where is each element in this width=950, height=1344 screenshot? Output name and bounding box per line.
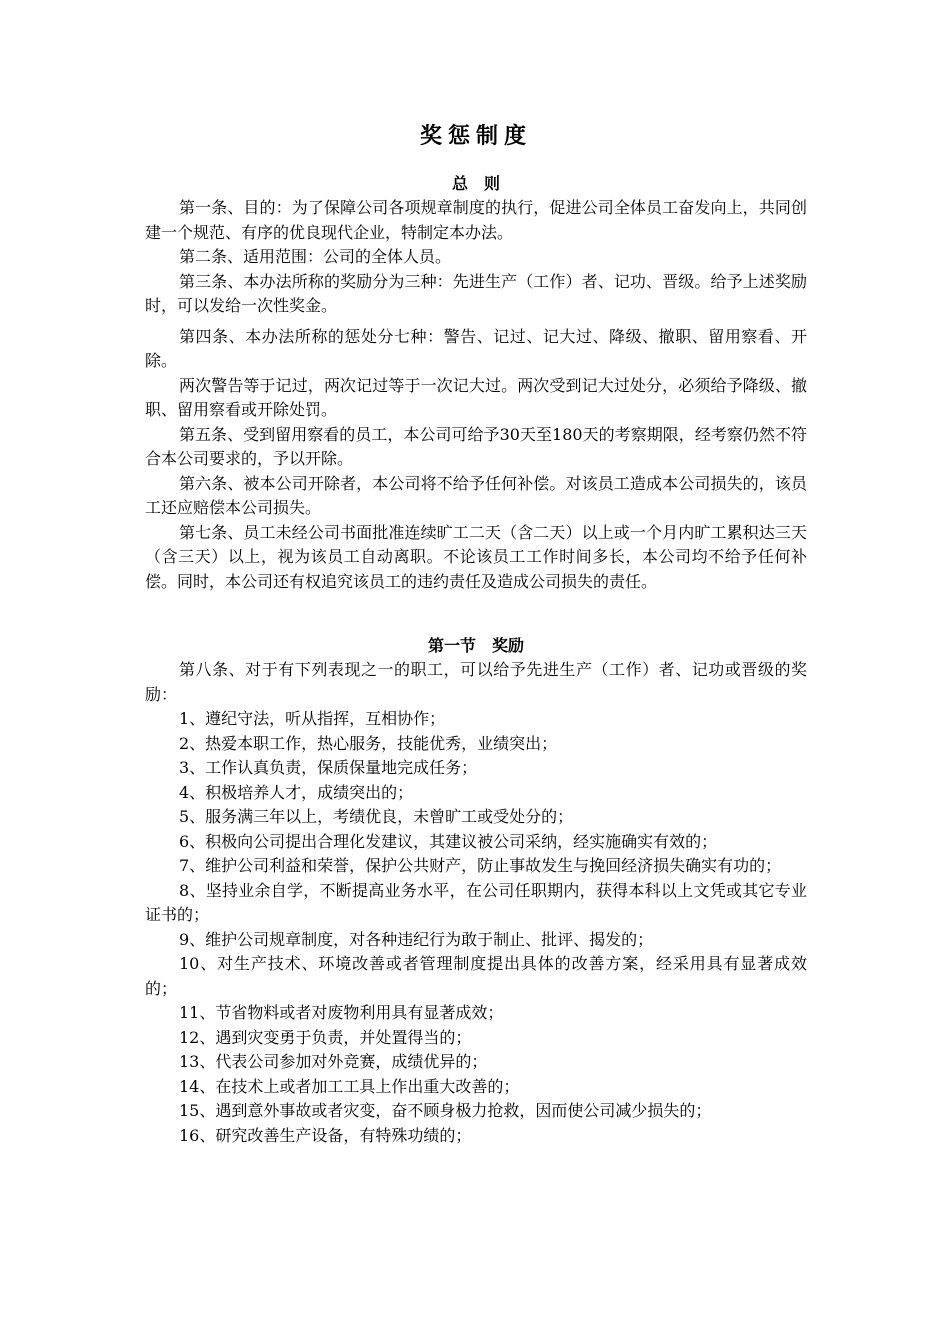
- reward-item: 5、服务满三年以上，考绩优良，未曾旷工或受处分的；: [179, 807, 574, 826]
- reward-item: 6、积极向公司提出合理化发建议，其建议被公司采纳，经实施确实有效的；: [179, 831, 718, 851]
- general-heading: 总 则: [451, 174, 500, 193]
- reward-item: 2、热爱本职工作，热心服务，技能优秀，业绩突出；: [179, 733, 558, 753]
- reward-item: 7、维护公司利益和荣誉，保护公共财产，防止事故发生与挽回经济损失确实有功的；: [179, 856, 782, 875]
- reward-item: 4、积极培养人才，成绩突出的；: [179, 782, 414, 802]
- reward-item: 12、遇到灾变勇于负责，并处置得当的；: [179, 1027, 472, 1047]
- reward-item: 15、遇到意外事故或者灾变，奋不顾身极力抢救，因而使公司减少损失的；: [179, 1101, 712, 1120]
- article-1: 第一条、目的：为了保障公司各项规章制度的执行，促进公司全体员工奋发向上，共同创建一个规范、有序的优良现代企业，特制定本办法。: [145, 198, 807, 242]
- article-3: 第三条、本办法所称的奖励分为三种：先进生产（工作）者、记功、晋级。给予上述奖励时，可以发给一次性奖金。: [145, 271, 807, 315]
- document-page: [145, 118, 807, 1148]
- reward-item: 10、对生产技术、环境改善或者管理制度提出具体的改善方案，经采用具有显著成效的；: [145, 954, 807, 998]
- section-1-heading: 第一节 奖励: [427, 636, 524, 655]
- article-7: 第七条、员工未经公司书面批准连续旷工二天（含二天）以上或一个月内旷工累积达三天（含三天）以上，视为该员工自动离职。不论该员工工作时间多长，本公司均不给予任何补偿。同时，本公司还有权追究该员工的违约责任及造成公司损失的责任。: [145, 522, 807, 591]
- reward-item: 3、工作认真负责，保质保量地完成任务；: [179, 758, 478, 777]
- article-4: 第四条、本办法所称的惩处分七种：警告、记过、记大过、降级、撤职、留用察看、开除。: [145, 326, 807, 370]
- reward-item: 1、遵纪守法，听从指挥，互相协作；: [179, 709, 446, 728]
- article-2: 第二条、适用范围：公司的全体人员。: [179, 247, 452, 266]
- article-8: 第八条、对于有下列表现之一的职工，可以给予先进生产（工作）者、记功或晋级的奖励：: [145, 660, 807, 704]
- reward-item: 14、在技术上或者加工工具上作出重大改善的；: [179, 1076, 520, 1096]
- reward-item: 9、维护公司规章制度，对各种违纪行为敢于制止、批评、揭发的；: [179, 929, 654, 949]
- article-4-note: 两次警告等于记过，两次记过等于一次记大过。两次受到记大过处分，必须给予降级、撤职、留用察看或开除处罚。: [145, 375, 807, 419]
- reward-item: 13、代表公司参加对外竞赛，成绩优异的；: [179, 1052, 488, 1071]
- reward-item: 16、研究改善生产设备，有特殊功绩的；: [179, 1125, 472, 1145]
- article-6: 第六条、被本公司开除者，本公司将不给予任何补偿。对该员工造成本公司损失的，该员工还应赔偿本公司损失。: [145, 473, 807, 517]
- reward-item: 8、坚持业余自学，不断提高业务水平，在公司任职期内，获得本科以上文凭或其它专业证书的；: [145, 880, 807, 924]
- document-title: 奖惩制度: [419, 124, 532, 149]
- article-5: 第五条、受到留用察看的员工，本公司可给予30天至180天的考察期限，经考察仍然不符合本公司要求的，予以开除。: [145, 424, 807, 468]
- reward-item: 11、节省物料或者对废物利用具有显著成效；: [179, 1003, 504, 1022]
